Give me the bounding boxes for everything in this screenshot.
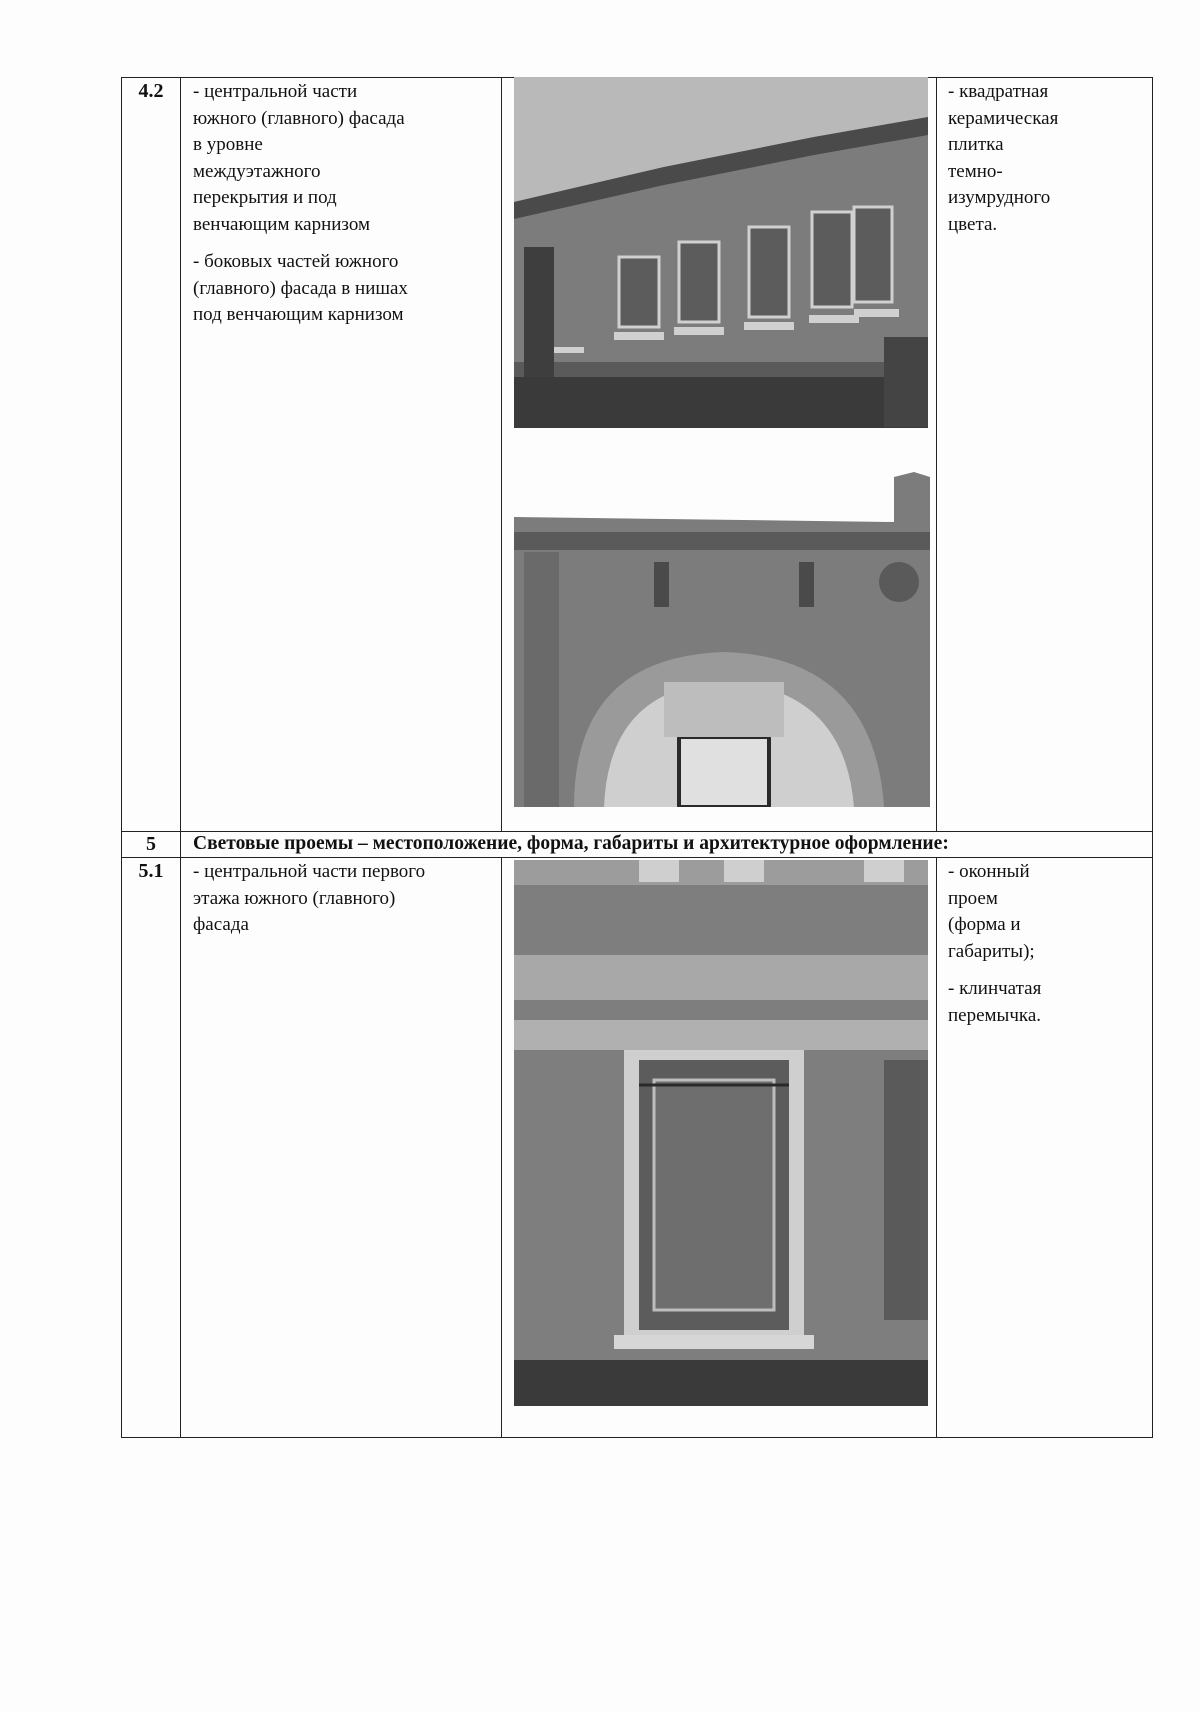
- facade-photo-2: [514, 472, 930, 807]
- row-number: 4.2: [138, 80, 164, 102]
- facade-photo-1: [514, 77, 928, 428]
- row-divider-1: [121, 831, 1153, 832]
- section-heading: Световые проемы – местоположение, форма, габариты и архитектурное оформление:: [193, 833, 949, 854]
- row-description: - центральной части первого этажа южного (главного) фасада: [193, 861, 426, 935]
- col-divider-3: [936, 77, 937, 831]
- row-divider-2: [121, 857, 1153, 858]
- col-divider-2: [501, 77, 502, 831]
- row-note: - квадратная керамическая плитка темно- изумрудного цвета.: [948, 81, 1059, 235]
- section-number: 5: [146, 833, 156, 855]
- row-note: - оконный проем (форма и габариты);: [948, 861, 1035, 962]
- col-divider-2b: [501, 857, 502, 1438]
- col-divider-3b: [936, 857, 937, 1438]
- row-number: 5.1: [138, 860, 164, 882]
- row-note-2: - клинчатая перемычка.: [948, 978, 1042, 1026]
- row-description-2: - боковых частей южного (главного) фасада в нишах под венчающим карнизом: [193, 251, 408, 325]
- window-photo: [514, 860, 928, 1406]
- col-divider-0: [180, 831, 181, 857]
- col-divider-1: [180, 77, 181, 831]
- col-divider-1b: [180, 857, 181, 1438]
- row-description: - центральной части южного (главного) фасада в уровне междуэтажного перекрытия и под венчающим карнизом: [193, 81, 405, 235]
